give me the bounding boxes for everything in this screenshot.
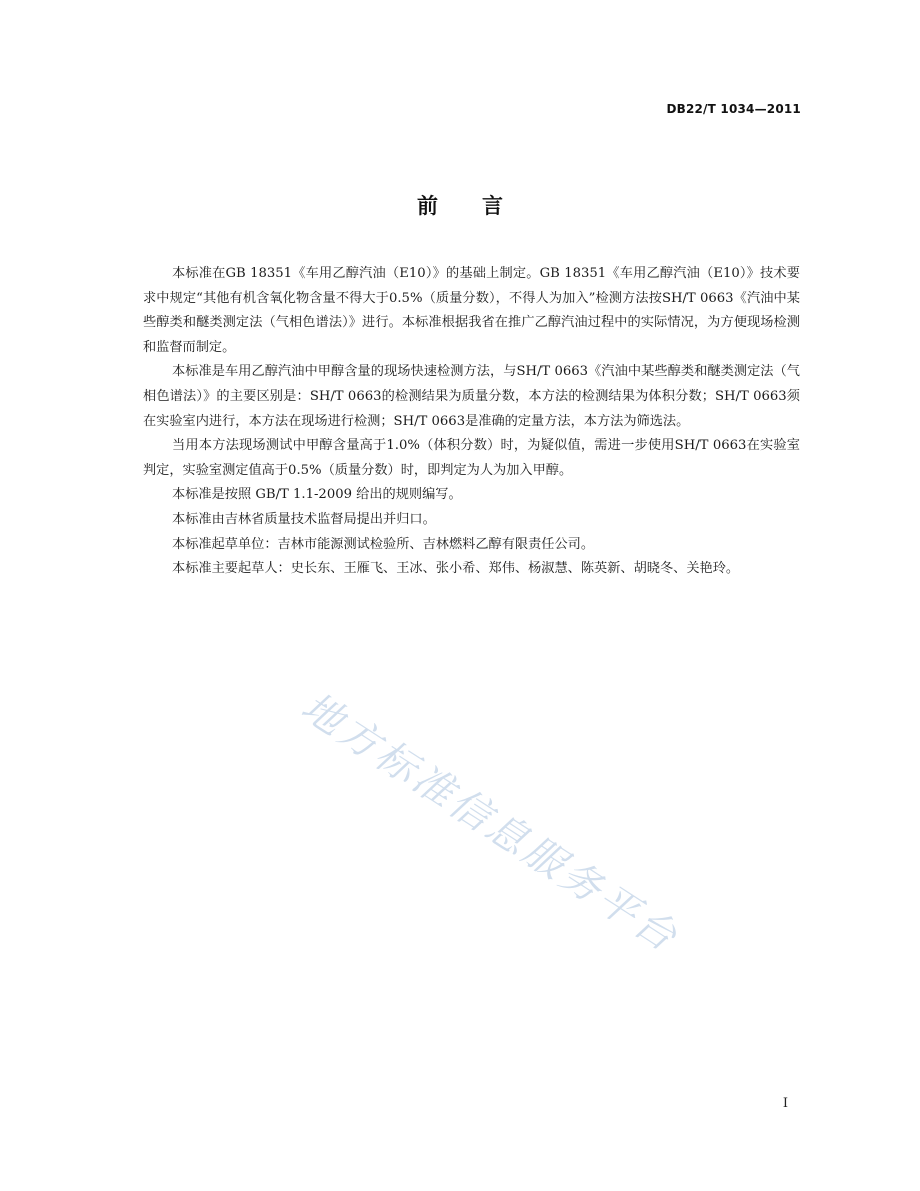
foreword-paragraph-drafting-units: 本标准起草单位：吉林市能源测试检验所、吉林燃料乙醇有限责任公司。 <box>172 536 595 552</box>
page-title <box>0 190 920 220</box>
foreword-paragraph-differences: 本标准是车用乙醇汽油中甲醇含量的现场快速检测方法，与SH/T 0663《汽油中某些醇类和醚类测定法（气相色谱法）》的主要区别是：SH/T 0663的检测结果为质量分数，本方法的检测结果为体积分数；SH/T 0663须在实验室内进行，本方法在现场进行检测；SH/T 0663是准确的定量方法，本方法为筛选法。 <box>143 364 800 429</box>
foreword-body <box>143 262 800 582</box>
foreword-paragraph-drafting-rules: 本标准是按照 GB/T 1.1-2009 给出的规则编写。 <box>172 487 462 503</box>
watermark-text: 地方标准信息服务平台 <box>293 683 688 963</box>
foreword-paragraph-drafters: 本标准主要起草人：史长东、王雁飞、王冰、张小希、郑伟、杨淑慧、陈英新、胡晓冬、关艳玲。 <box>172 561 740 577</box>
page-title-part-2: 言 <box>482 194 503 218</box>
foreword-paragraph-threshold: 当用本方法现场测试中甲醇含量高于1.0%（体积分数）时，为疑似值，需进一步使用SH/T 0663在实验室判定，实验室测定值高于0.5%（质量分数）时，即判定为人为加入甲醇。 <box>143 438 800 478</box>
page-title-part-1: 前 <box>417 194 438 218</box>
page-number: I <box>782 1096 788 1111</box>
standard-code: DB22/T 1034—2011 <box>666 102 801 116</box>
foreword-paragraph-proposer: 本标准由吉林省质量技术监督局提出并归口。 <box>172 511 436 527</box>
foreword-paragraph-basis: 本标准在GB 18351《车用乙醇汽油（E10）》的基础上制定。GB 18351《车用乙醇汽油（E10）》技术要求中规定“其他有机含氧化物含量不得大于0.5%（质量分数），不得人为加入”检测方法按SH/T 0663《汽油中某些醇类和醚类测定法（气相色谱法）》进行。本标准根据我省在推广乙醇汽油过程中的实际情况，为方便现场检测和监督而制定。 <box>143 266 800 355</box>
